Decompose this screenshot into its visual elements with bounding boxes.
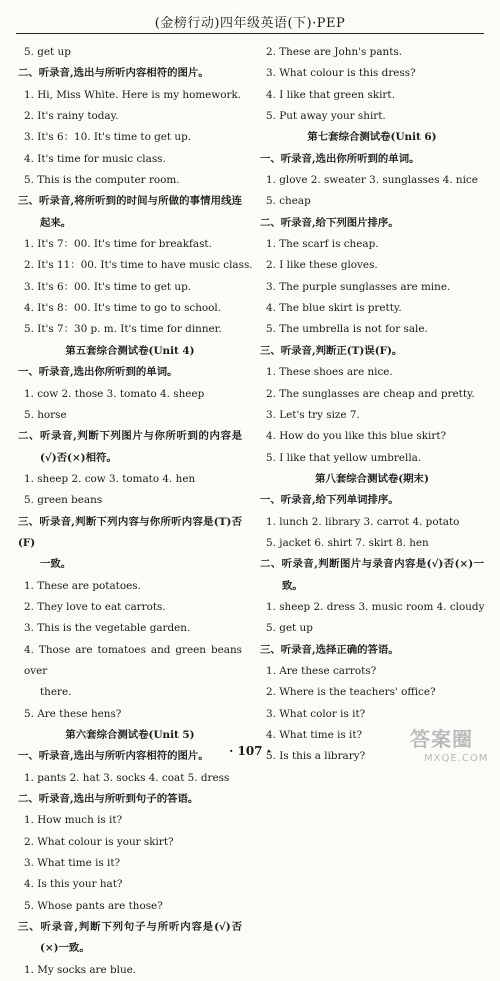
- answer-line: 5. The umbrella is not for sale.: [266, 323, 428, 336]
- answer-line: 1. sheep 2. dress 3. music room 4. cloudy: [266, 600, 485, 613]
- answer-line: 2. They love to eat carrots.: [24, 600, 166, 613]
- answer-line: 1. glove 2. sweater 3. sunglasses 4. nice: [266, 174, 478, 187]
- answer-line: 3. It's 6：00. It's time to get up.: [24, 280, 192, 293]
- question-heading: (√)否(×)相符。: [40, 451, 117, 464]
- answer-line: 3. The purple sunglasses are mine.: [266, 280, 451, 293]
- answer-line: 2. These are John's pants.: [266, 46, 403, 58]
- answer-line: 4. What time is it?: [266, 729, 363, 741]
- answer-line: 3. It's 6：10. It's time to get up.: [24, 131, 192, 144]
- question-heading: 一、听录音,给下列单词排序。: [260, 494, 399, 507]
- answer-line: 5. Is this a library?: [266, 750, 366, 763]
- answer-line: 2. I like these gloves.: [266, 259, 378, 272]
- answer-line: 1. Hi, Miss White. Here is my homework.: [24, 88, 242, 101]
- watermark-text: 答案圈: [410, 727, 473, 751]
- watermark-url: MXQE.COM: [424, 753, 489, 764]
- answer-line: 5. Put away your shirt.: [266, 110, 386, 123]
- question-heading: 一、听录音,选出你所听到的单词。: [260, 152, 420, 165]
- question-heading: 三、听录音,判断正(T)误(F)。: [260, 344, 403, 357]
- answer-line: 2. The sunglasses are cheap and pretty.: [266, 387, 475, 400]
- question-heading: 二、听录音,给下列图片排序。: [260, 216, 399, 229]
- question-heading: 一致。: [40, 558, 72, 571]
- answer-line: 1. My socks are blue.: [24, 963, 137, 976]
- question-heading: 一、听录音,选出你所听到的单词。: [18, 366, 178, 379]
- answer-line: 5. jacket 6. shirt 7. skirt 8. hen: [266, 536, 429, 549]
- answer-line: 4. I like that green skirt.: [266, 88, 395, 101]
- answer-line: 3. This is the vegetable garden.: [24, 622, 191, 635]
- answer-line: 5. cheap: [266, 195, 311, 208]
- answer-line: 2. Where is the teachers' office?: [266, 686, 436, 699]
- section-title: 第八套综合测试卷(期末): [315, 472, 429, 485]
- answer-line: 5. Whose pants are those?: [24, 899, 163, 912]
- section-title: 第六套综合测试卷(Unit 5): [65, 729, 195, 741]
- question-heading: 二、听录音,判断下列图片与你所听到的内容是: [18, 430, 242, 443]
- answer-line: 4. It's 8：00. It's time to go to school.: [24, 302, 222, 315]
- answer-line: 5. get up: [266, 622, 313, 635]
- answer-line: 5. This is the computer room.: [24, 174, 180, 187]
- question-heading: 一、听录音,选出与所听内容相符的图片。: [18, 750, 209, 763]
- answer-line: 1. It's 7：00. It's time for breakfast.: [24, 238, 212, 251]
- answer-line: 1. lunch 2. library 3. carrot 4. potato: [266, 515, 460, 528]
- answer-line: 1. pants 2. hat 3. socks 4. coat 5. dress: [24, 771, 230, 784]
- page-number: · 107 ·: [229, 744, 271, 758]
- question-heading: 起来。: [40, 216, 72, 229]
- question-heading: 三、听录音,判断下列内容与你所听内容是(T)否(F): [18, 515, 242, 549]
- page-header: [0, 12, 500, 31]
- answer-line: 1. The scarf is cheap.: [266, 238, 379, 251]
- question-heading: (×)一致。: [40, 942, 90, 955]
- answer-line: 4. The blue skirt is pretty.: [266, 302, 402, 315]
- watermark-logo: [410, 726, 494, 776]
- header-title: (金榜行动)四年级英语(下)·PEP: [154, 16, 346, 31]
- answer-line: 1. Are these carrots?: [266, 664, 377, 677]
- answer-line: 3. What color is it?: [266, 707, 366, 720]
- answer-line: 3. What colour is this dress?: [266, 67, 416, 80]
- answer-line: 1. How much is it?: [24, 814, 123, 827]
- answer-line: 1. These shoes are nice.: [266, 366, 393, 379]
- answer-line: 2. What colour is your skirt?: [24, 835, 174, 848]
- answer-line: 1. These are potatoes.: [24, 579, 141, 592]
- answer-line: 5. I like that yellow umbrella.: [266, 451, 422, 464]
- answer-line: 3. What time is it?: [24, 857, 121, 870]
- question-heading: 二、听录音,判断图片与录音内容是(√)否(×)一: [260, 558, 484, 571]
- answer-line: there.: [40, 686, 72, 699]
- section-title: 第七套综合测试卷(Unit 6): [307, 131, 437, 144]
- answer-line: 5. get up: [24, 46, 71, 58]
- answer-line: 4. Those are tomatoes and green beans over: [24, 643, 242, 677]
- answer-line: 5. green beans: [24, 494, 103, 507]
- answer-line: 1. sheep 2. cow 3. tomato 4. hen: [24, 472, 196, 485]
- answer-line: 4. How do you like this blue skirt?: [266, 430, 447, 443]
- answer-line: 2. It's 11：00. It's time to have music class.: [24, 259, 253, 272]
- section-title: 第五套综合测试卷(Unit 4): [65, 344, 195, 357]
- question-heading: 三、听录音,选择正确的答语。: [260, 643, 399, 656]
- right-column: [260, 42, 484, 768]
- answer-line: 5. Are these hens?: [24, 707, 122, 720]
- header-rule: [16, 33, 484, 34]
- answer-line: 5. It's 7：30 p. m. It's time for dinner.: [24, 323, 222, 336]
- answer-line: 5. horse: [24, 408, 67, 421]
- answer-line: 1. cow 2. those 3. tomato 4. sheep: [24, 387, 205, 400]
- question-heading: 三、听录音,将所听到的时间与所做的事情用线连: [18, 195, 242, 208]
- question-heading: 致。: [282, 579, 303, 592]
- answer-line: 4. Is this your hat?: [24, 878, 123, 891]
- answer-line: 4. It's time for music class.: [24, 152, 166, 165]
- answer-line: 2. It's rainy today.: [24, 110, 119, 123]
- question-heading: 二、听录音,选出与所听到句子的答语。: [18, 793, 199, 806]
- question-heading: 三、听录音,判断下列句子与所听内容是(√)否: [18, 921, 242, 934]
- answer-line: 3. Let's try size 7.: [266, 408, 360, 421]
- question-heading: 二、听录音,选出与所听内容相符的图片。: [18, 67, 209, 80]
